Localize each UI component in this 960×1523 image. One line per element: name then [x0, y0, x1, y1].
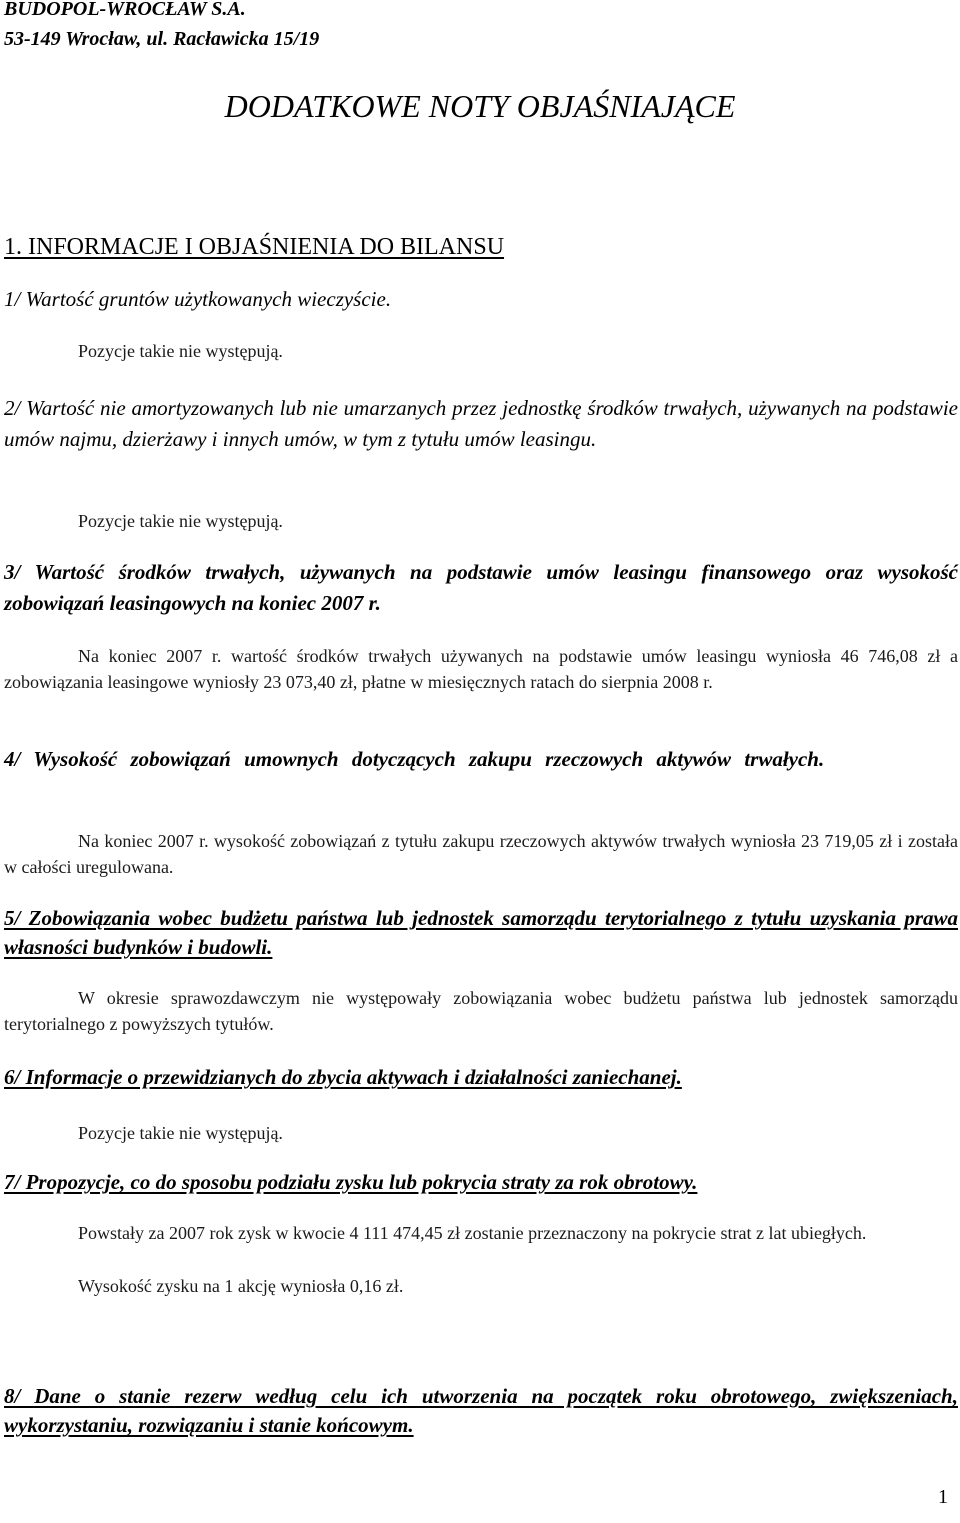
- item-7-text-2: Wysokość zysku na 1 akcję wyniosła 0,16 zł.: [78, 1276, 404, 1296]
- item-5-text: W okresie sprawozdawczym nie występowały zobowiązania wobec budżetu państwa lub jednostek samorządu terytorialnego z powyższych tytułów.: [4, 988, 958, 1034]
- item-7-heading: 7/ Propozycje, co do sposobu podziału zysku lub pokrycia straty za rok obrotowy.: [4, 1170, 698, 1194]
- document-title: DODATKOWE NOTY OBJAŚNIAJĄCE: [224, 88, 736, 124]
- item-6-heading: 6/ Informacje o przewidzianych do zbycia aktywach i działalności zaniechanej.: [4, 1065, 682, 1089]
- company-name: BUDOPOL-WROCŁAW S.A.: [4, 0, 246, 20]
- item-5-heading: 5/ Zobowiązania wobec budżetu państwa lub jednostek samorządu terytorialnego z tytułu uzyskania prawa własności budynków i budowli.: [4, 906, 958, 959]
- company-address: 53-149 Wrocław, ul. Racławicka 15/19: [4, 28, 320, 50]
- item-4-text: Na koniec 2007 r. wysokość zobowiązań z tytułu zakupu rzeczowych aktywów trwałych wyniosła 23 719,05 zł i została w całości uregulowana.: [4, 831, 958, 877]
- item-2-text: Pozycje takie nie występują.: [78, 511, 283, 531]
- section-heading: 1. INFORMACJE I OBJAŚNIENIA DO BILANSU: [4, 234, 505, 260]
- item-8-heading: 8/ Dane o stanie rezerw według celu ich utworzenia na początek roku obrotowego, zwiększeniach, wykorzystaniu, rozwiązaniu i stanie końcowym.: [4, 1384, 958, 1437]
- item-6-text: Pozycje takie nie występują.: [78, 1123, 283, 1143]
- item-1-text: Pozycje takie nie występują.: [78, 341, 283, 361]
- item-2-heading: 2/ Wartość nie amortyzowanych lub nie umarzanych przez jednostkę środków trwałych, używanych na podstawie umów najmu, dzierżawy i innych umów, w tym z tytułu umów leasingu.: [4, 396, 958, 451]
- item-3-heading: 3/ Wartość środków trwałych, używanych na podstawie umów leasingu finansowego oraz wysokość zobowiązań leasingowych na koniec 2007 r.: [4, 560, 958, 615]
- item-7-text: Powstały za 2007 rok zysk w kwocie 4 111 474,45 zł zostanie przeznaczony na pokrycie strat z lat ubiegłych.: [78, 1223, 867, 1243]
- page-number: 1: [938, 1486, 948, 1508]
- item-3-text: Na koniec 2007 r. wartość środków trwałych używanych na podstawie umów leasingu wyniosła 46 746,08 zł a zobowiązania leasingowe wyniosły 23 073,40 zł, płatne w miesięcznych ratach do sierpnia 2008 r.: [4, 646, 958, 692]
- item-1-heading: 1/ Wartość gruntów użytkowanych wieczyście.: [4, 287, 392, 311]
- item-4-heading: 4/ Wysokość zobowiązań umownych dotyczących zakupu rzeczowych aktywów trwałych.: [4, 747, 825, 771]
